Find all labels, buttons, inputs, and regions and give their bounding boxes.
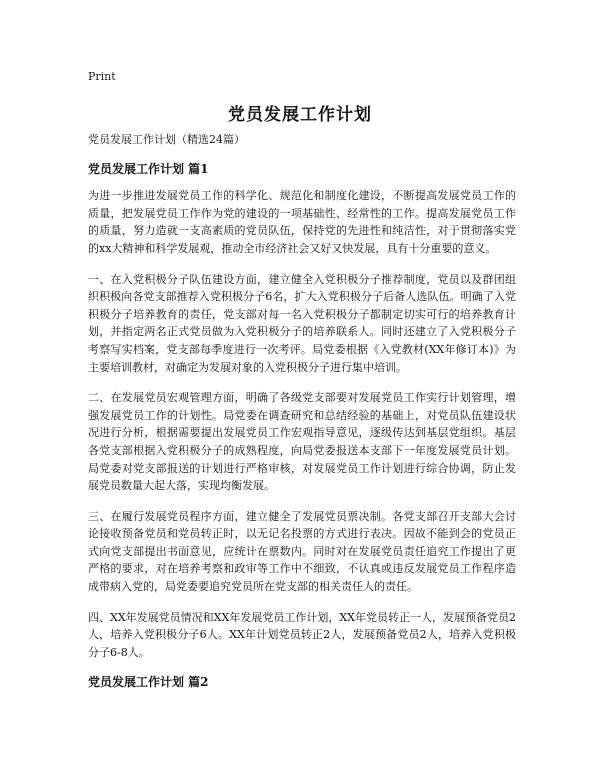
paragraph-one: 一、在入党积极分子队伍建设方面，建立健全入党积极分子推荐制度，党员以及群团组织积极向各党支部推荐入党积极分子6名，扩大入党积极分子后备人选队伍。明确了入党积极分子培养教育的责任，党支部对每一名入党积极分子都制定切实可行的培养教育计划，并指定两名正式党员做为入党积极分子的培养联系人。同时还建立了入党积极分子考察写实档案，党支部每季度进行一次考评。局党委根据《入党教材(XX年修订本)》为主要培训教材，对确定为发展对象的入党积极分子进行集中培训。	[88, 272, 516, 374]
section-heading-2: 党员发展工作计划 篇2	[88, 675, 209, 690]
section-heading-1: 党员发展工作计划 篇1	[88, 161, 209, 176]
paragraph-four: 四、XX年发展党员情况和XX年发展党员工作计划，XX年党员转正一人，发展预备党员2人，培养入党积极分子6人。XX年计划党员转正2人，发展预备党员2人，培养入党积极分子6-8人。	[88, 610, 516, 659]
document-body	[88, 131, 516, 692]
paragraph-three: 三、在履行发展党员程序方面，建立健全了发展党员票决制。各党支部召开支部大会讨论接收预备党员和党员转正时，以无记名投票的方式进行表决。因故不能到会的党员正式向党支部提出书面意见，应统计在票数内。同时对在发展党员责任追究工作提出了更严格的要求，对在培养考察和政审等工作中不细致，不认真或违反发展党员工作程序造成带病入党的，局党委要追究党员所在党支部的相关责任人的责任。	[88, 509, 516, 594]
paragraph-intro: 为进一步推进发展党员工作的科学化、规范化和制度化建设，不断提高发展党员工作的质量，把发展党员工作作为党的建设的一项基础性、经常性的工作。提高发展党员工作的质量，努力造就一支高素质的党员队伍，保持党的先进性和纯洁性，对于贯彻落实党的xx大精神和科学发展观，推动全市经济社会又好又快发展，具有十分重要的意义。	[88, 189, 516, 255]
paragraph-two: 二、在发展党员宏观管理方面，明确了各级党支部要对发展党员工作实行计划管理，增强发展党员工作的计划性。局党委在调查研究和总结经验的基础上，对党员队伍建设状况进行分析，根据需要提出发展党员工作宏观指导意见，逐级传达到基层党组织。基层各党支部根据入党积极分子的成熟程度，向局党委报送本支部下一年度发展党员计划。局党委对党支部报送的计划进行严格审核，对发展党员工作计划进行综合协调，防止发展党员数量大起大落，实现均衡发展。	[88, 391, 516, 493]
document-subtitle: 党员发展工作计划（精选24篇）	[88, 133, 245, 146]
page-title: 党员发展工作计划	[228, 105, 372, 125]
print-link[interactable]: Print	[88, 70, 116, 83]
